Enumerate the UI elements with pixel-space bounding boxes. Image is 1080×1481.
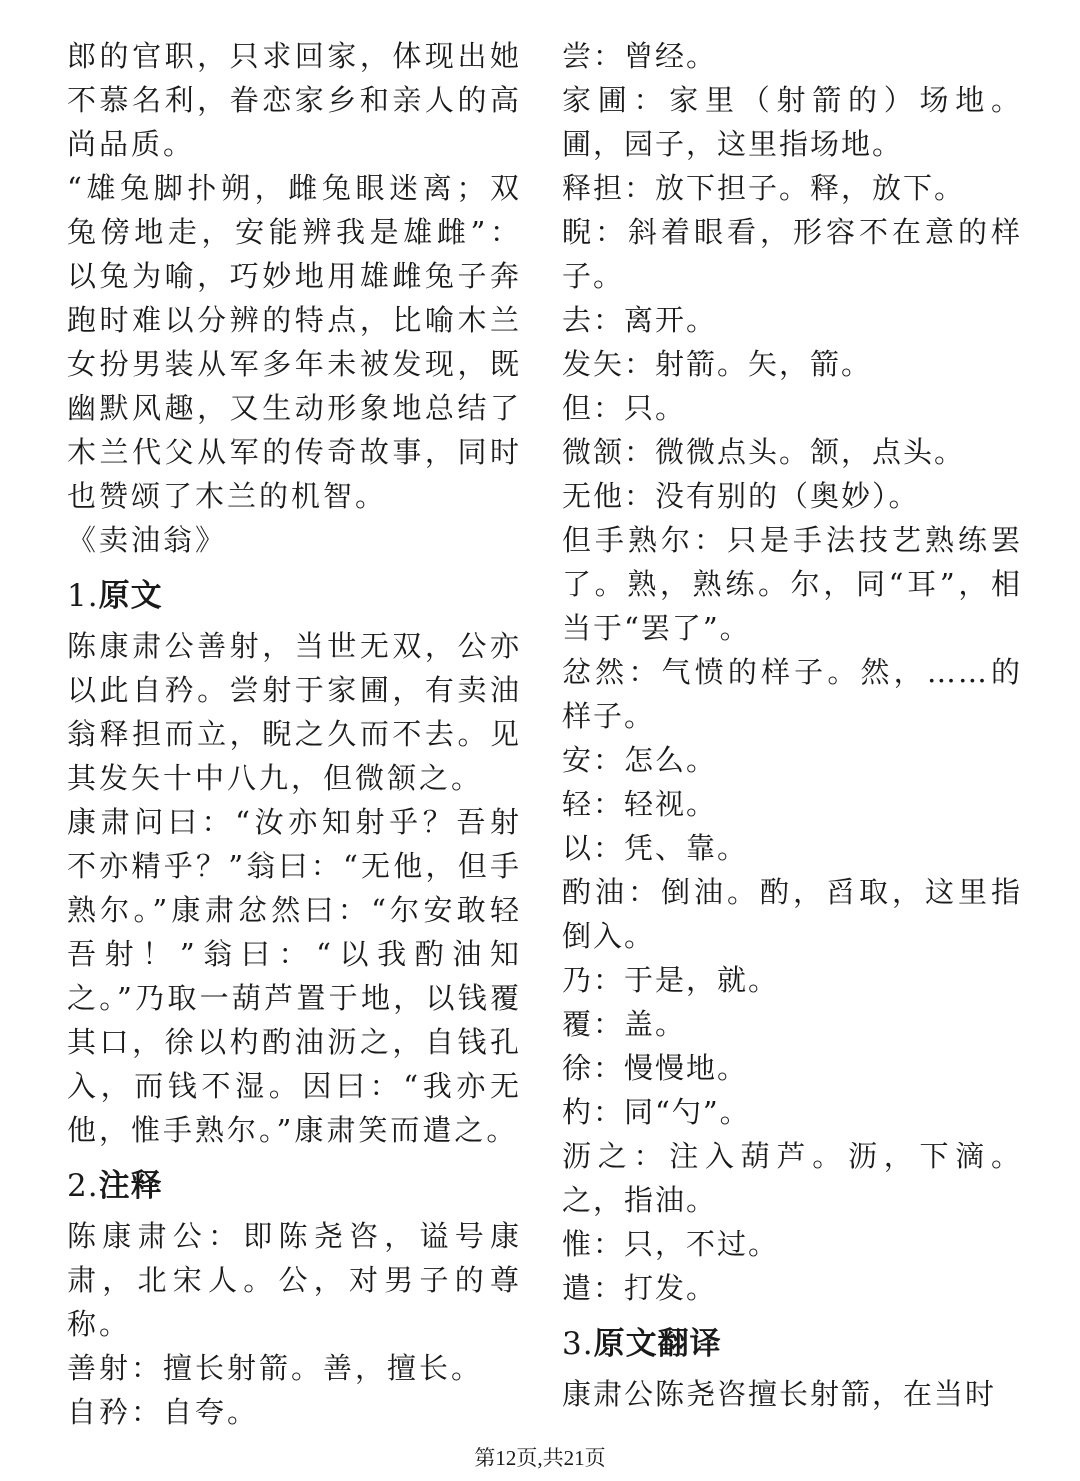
note-item: 覆：盖。 (562, 1007, 687, 1041)
note-item: 自矜：自夸。 (67, 1395, 260, 1429)
note-item: 徐：慢慢地。 (562, 1051, 749, 1085)
lesson-title: 《卖油翁》 (67, 523, 228, 557)
heading-label: 原文翻译 (593, 1326, 722, 1362)
note-item: 去：离开。 (562, 303, 718, 337)
page-number: 第12页,共21页 (474, 1446, 606, 1470)
note-item: 但手熟尔：只是手法技艺熟练罢了。熟，熟练。尔，同“耳”，相当于“罢了”。 (562, 523, 1022, 645)
note-item: 善射：擅长射箭。善，擅长。 (67, 1351, 484, 1385)
heading-original-text (67, 574, 522, 618)
note-item: 陈康肃公：即陈尧咨，谥号康肃，北宋人。公，对男子的尊称。 (67, 1219, 522, 1341)
note-item: 惟：只，不过。 (562, 1227, 780, 1261)
note-item: 乃：于是，就。 (562, 963, 780, 997)
heading-number: 1. (67, 578, 99, 614)
paragraph-original-1: 陈康肃公善射，当世无双，公亦以此自矜。尝射于家圃，有卖油翁释担而立，睨之久而不去。见其发矢十中八九，但微颔之。 (67, 629, 522, 795)
note-item: 酌油：倒油。酌，舀取，这里指倒入。 (562, 875, 1022, 953)
paragraph-rabbit-metaphor: “雄兔脚扑朔，雌兔眼迷离；双兔傍地走，安能辨我是雄雌”：以兔为喻，巧妙地用雄雌兔子奔跑时难以分辨的特点，比喻木兰女扮男装从军多年未被发现，既幽默风趣，又生动形象地总结了木兰代父从军的传奇故事，同时也赞颂了木兰的机智。 (67, 171, 522, 513)
note-item: 安：怎么。 (562, 743, 718, 777)
note-item: 释担：放下担子。释，放下。 (562, 171, 966, 205)
note-item: 家圃：家里（射箭的）场地。圃，园子，这里指场地。 (562, 83, 1022, 161)
note-item: 微颔：微微点头。颔，点头。 (562, 435, 966, 469)
note-item: 遣：打发。 (562, 1271, 718, 1305)
note-item: 杓：同“勺”。 (562, 1095, 751, 1129)
paragraph-translation: 康肃公陈尧咨擅长射箭，在当时 (562, 1377, 997, 1411)
note-item: 沥之：注入葫芦。沥，下滴。之，指油。 (562, 1139, 1022, 1217)
note-item: 忿然：气愤的样子。然，……的样子。 (562, 655, 1022, 733)
note-item: 尝：曾经。 (562, 39, 718, 73)
heading-label: 原文 (98, 578, 163, 614)
heading-number: 3. (562, 1326, 594, 1362)
heading-annotations (67, 1164, 522, 1208)
paragraph-mulan-summary: 郎的官职，只求回家，体现出她不慕名利，眷恋家乡和亲人的高尚品质。 (67, 39, 522, 161)
heading-translation (562, 1322, 1022, 1366)
heading-label: 注释 (98, 1168, 163, 1204)
heading-number: 2. (67, 1168, 99, 1204)
note-item: 轻：轻视。 (562, 787, 718, 821)
note-item: 但：只。 (562, 391, 687, 425)
note-item: 发矢：射箭。矢，箭。 (562, 347, 873, 381)
right-column (562, 34, 1022, 1416)
note-item: 无他：没有别的（奥妙）。 (562, 479, 920, 513)
note-item: 以：凭、靠。 (562, 831, 749, 865)
note-item: 睨：斜着眼看，形容不在意的样子。 (562, 215, 1022, 293)
left-column (67, 34, 522, 1434)
paragraph-original-2: 康肃问曰：“汝亦知射乎？吾射不亦精乎？”翁曰：“无他，但手熟尔。”康肃忿然曰：“尔安敢轻吾射！”翁曰：“以我酌油知之。”乃取一葫芦置于地，以钱覆其口，徐以杓酌油沥之，自钱孔入，而钱不湿。因曰：“我亦无他，惟手熟尔。”康肃笑而遣之。 (67, 805, 522, 1147)
